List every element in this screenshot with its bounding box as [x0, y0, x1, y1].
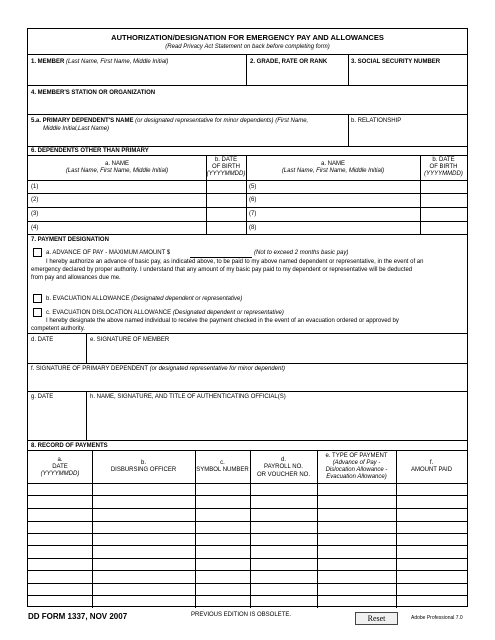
advance-note: (Not to exceed 2 months basic pay)	[254, 250, 349, 256]
col-d-head: d.	[280, 457, 286, 463]
member-label-wrap	[31, 59, 168, 66]
sig-primary-note: (or designated representative for minor dependent)	[149, 366, 286, 372]
software-note: Adobe Professional 7.0	[411, 615, 463, 621]
col-a-head: DATE	[52, 464, 68, 470]
relationship-input[interactable]	[351, 134, 465, 145]
dependent-dob-input[interactable]	[422, 209, 466, 219]
ssn-input[interactable]	[351, 69, 465, 82]
col-c-head: SYMBOL NUMBER	[196, 467, 249, 473]
disloc-text-2: competent authority.	[31, 326, 85, 332]
dep-name-head-left: a. NAME	[104, 161, 129, 167]
dep-row-label: (1)	[31, 184, 39, 190]
grade-input[interactable]	[250, 69, 345, 82]
date-g-label: g. DATE	[31, 394, 54, 400]
col-e-head: e. TYPE OF PAYMENT	[325, 453, 388, 459]
date-g-input[interactable]	[31, 407, 84, 419]
primary-label: 5.a. PRIMARY DEPENDENT'S NAME	[31, 118, 134, 124]
dependent-name-input[interactable]	[262, 209, 418, 219]
sig-member-input[interactable]	[90, 348, 464, 360]
dep-row-label: (4)	[31, 225, 39, 231]
evac-label: b. EVACUATION ALLOWANCE	[46, 296, 130, 302]
dependent-dob-input[interactable]	[208, 182, 244, 192]
dep-name-head-right: a. NAME	[320, 161, 345, 167]
form-frame	[27, 28, 468, 607]
disloc-label-wrap	[46, 310, 284, 317]
primary-hint-2: Middle Initial,Last Name)	[43, 126, 110, 132]
date-d-input[interactable]	[31, 348, 84, 360]
ssn-label: 3. SOCIAL SECURITY NUMBER	[351, 59, 441, 65]
col-e-head: (Advance of Pay -	[332, 460, 381, 466]
sig-primary-input[interactable]	[31, 377, 464, 389]
primary-label-wrap	[31, 118, 308, 125]
advance-amount-input[interactable]	[190, 248, 252, 257]
dependent-dob-input[interactable]	[422, 182, 466, 192]
primary-name-input[interactable]	[31, 134, 345, 145]
dep-row-label: (6)	[249, 197, 257, 203]
disloc-note: (Designated dependent or representative)	[172, 310, 284, 316]
dependent-dob-input[interactable]	[208, 209, 244, 219]
dependent-dob-input[interactable]	[422, 195, 466, 205]
dependent-name-input[interactable]	[44, 195, 204, 205]
evacuation-checkbox[interactable]	[33, 294, 42, 303]
disloc-label: c. EVACUATION DISLOCATION ALLOWANCE	[46, 310, 172, 316]
station-label: 4. MEMBER'S STATION OR ORGANIZATION	[31, 90, 156, 96]
dependent-dob-input[interactable]	[208, 195, 244, 205]
dep-dob-head-left: b. DATE	[214, 157, 238, 163]
sig-primary-label-wrap	[31, 366, 285, 373]
disloc-text-1: I hereby designate the above named individual to receive the payment checked in the event of an evacuation ordered or approved by	[46, 318, 399, 324]
reset-button[interactable]: Reset	[355, 612, 398, 625]
primary-hint: (or designated representative for minor dependents) (First Name,	[135, 118, 309, 124]
payment-label: 7. PAYMENT DESIGNATION	[31, 237, 109, 243]
col-d-head: OR VOUCHER NO.	[256, 472, 310, 478]
dependent-dob-input[interactable]	[208, 223, 244, 233]
dependent-name-input[interactable]	[262, 182, 418, 192]
dep-name-sub-left: (Last Name, First Name, Middle Initial)	[65, 168, 169, 174]
dependents-label: 6. DEPENDENTS OTHER THAN PRIMARY	[31, 148, 149, 154]
advance-text-1: I hereby authorize an advance of basic pay, as indicated above, to be paid to my above named dependent or representative, in the event of an	[46, 259, 424, 265]
dependent-name-input[interactable]	[44, 223, 204, 233]
form-title: AUTHORIZATION/DESIGNATION FOR EMERGENCY PAY AND ALLOWANCES	[111, 33, 384, 42]
advance-text-3: from pay and allowances due me.	[31, 275, 121, 281]
col-c-head: c.	[220, 460, 225, 466]
advance-label: a. ADVANCE OF PAY - MAXIMUM AMOUNT $	[46, 250, 171, 256]
member-label: 1. MEMBER	[31, 59, 65, 65]
col-f-head: AMOUNT PAID	[410, 467, 453, 473]
dep-row-label: (3)	[31, 211, 39, 217]
advance-amount-line	[190, 257, 252, 258]
advance-text-2: emergency declared by proper authority. I understand that any amount of my basic pay paid to my dependent or representative will be deducted	[31, 267, 413, 273]
dep-dob-sub-left: (YYYYMMDD)	[206, 171, 246, 177]
col-d-head: PAYROLL NO.	[264, 464, 303, 470]
relationship-label: b. RELATIONSHIP	[351, 118, 402, 124]
auth-label: h. NAME, SIGNATURE, AND TITLE OF AUTHENTICATING OFFICIAL(S)	[90, 394, 286, 400]
col-e-head: Dislocation Allowance -	[325, 467, 388, 473]
station-input[interactable]	[31, 101, 464, 113]
member-name-input[interactable]	[31, 69, 243, 82]
col-b-head: DISBURSING OFFICER	[110, 467, 177, 473]
dependent-dob-input[interactable]	[422, 223, 466, 233]
col-f-head: f.	[429, 460, 434, 466]
dep-name-sub-right: (Last Name, First Name, Middle Initial)	[281, 168, 385, 174]
dep-row-label: (2)	[31, 197, 39, 203]
dep-dob-head2-left: OF BIRTH	[212, 164, 240, 170]
auth-input[interactable]	[90, 407, 464, 419]
dependent-name-input[interactable]	[262, 223, 418, 233]
dependent-name-input[interactable]	[44, 209, 204, 219]
sig-primary-label: f. SIGNATURE OF PRIMARY DEPENDENT	[31, 366, 148, 372]
col-b-head: b.	[140, 460, 146, 466]
date-d-label: d. DATE	[31, 337, 54, 343]
evac-label-wrap	[46, 296, 242, 303]
dep-dob-head2-right: OF BIRTH	[429, 164, 458, 170]
dep-row-label: (5)	[249, 184, 257, 190]
dep-row-label: (8)	[249, 225, 257, 231]
advance-checkbox[interactable]	[33, 248, 42, 257]
form-subtitle: (Read Privacy Act Statement on back before completing form)	[165, 44, 330, 50]
col-a-head: a.	[57, 457, 63, 463]
col-e-head: Evacuation Allowance)	[326, 474, 387, 480]
dependent-name-input[interactable]	[44, 182, 204, 192]
record-label: 8. RECORD OF PAYMENTS	[31, 443, 108, 449]
dep-row-label: (7)	[249, 211, 257, 217]
dislocation-checkbox[interactable]	[33, 308, 42, 317]
dependent-name-input[interactable]	[262, 195, 418, 205]
dep-dob-head-right: b. DATE	[432, 157, 455, 163]
member-hint: (Last Name, First Name, Middle Initial)	[66, 59, 169, 65]
sig-member-label: e. SIGNATURE OF MEMBER	[90, 337, 170, 343]
grade-label: 2. GRADE, RATE OR RANK	[250, 59, 328, 65]
obsolete-note: PREVIOUS EDITION IS OBSOLETE.	[191, 612, 292, 618]
col-a-head: (YYYYMMDD)	[40, 471, 80, 477]
evac-note: (Designated dependent or representative)	[131, 296, 243, 302]
form-id: DD FORM 1337, NOV 2007	[28, 612, 128, 621]
dep-dob-sub-right: (YYYYMMDD)	[424, 171, 463, 177]
